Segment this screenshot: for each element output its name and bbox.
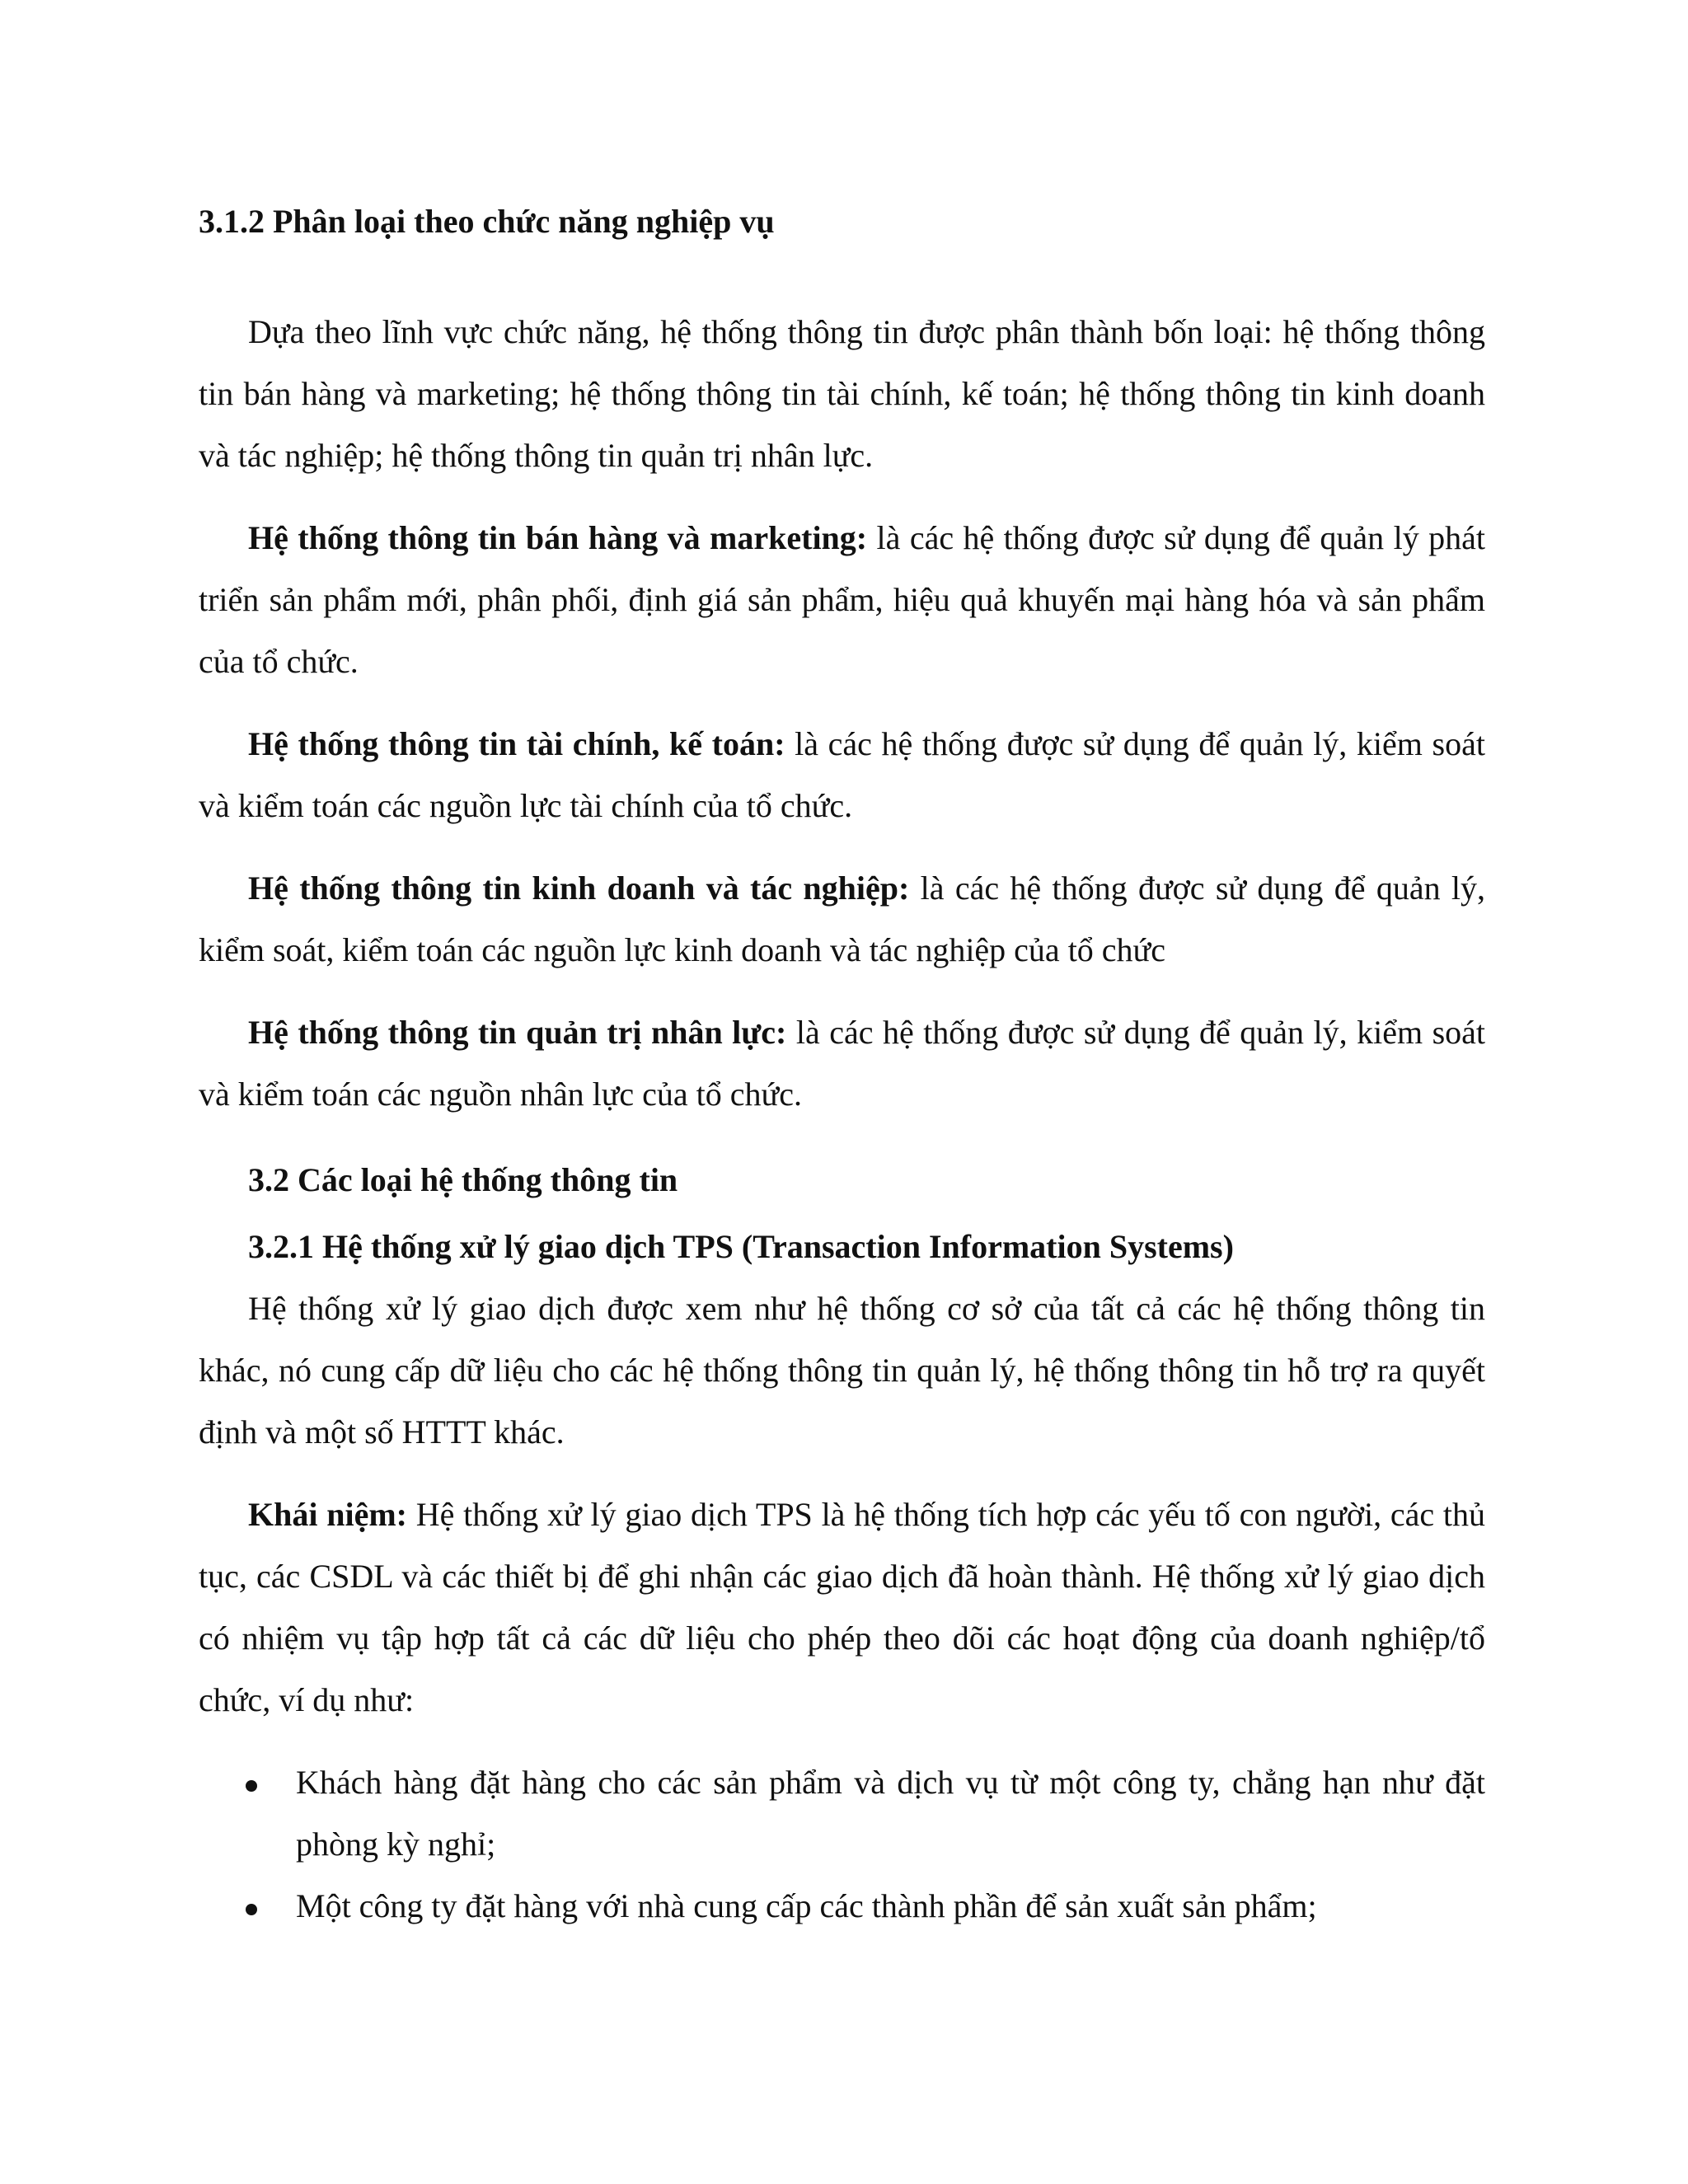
term-human-resources: Hệ thống thông tin quản trị nhân lực: [248, 1014, 787, 1051]
paragraph-sales-marketing [199, 507, 1485, 692]
term-business-operations: Hệ thống thông tin kinh doanh và tác nghiệp: [248, 869, 910, 907]
term-sales-marketing: Hệ thống thông tin bán hàng và marketing: [248, 519, 868, 556]
paragraph-functional-classification-intro: Dựa theo lĩnh vực chức năng, hệ thống thông tin được phân thành bốn loại: hệ thống thông tin bán hàng và marketing; hệ thống thông tin tài chính, kế toán; hệ thống thông tin kinh doanh và tác nghiệp; hệ thống thông tin quản trị nhân lực. [199, 313, 1485, 474]
paragraph-tps-concept [199, 1483, 1485, 1731]
paragraph-finance-accounting [199, 713, 1485, 837]
definition-concept: Hệ thống xử lý giao dịch TPS là hệ thống tích hợp các yếu tố con người, các thủ tục, các CSDL và các thiết bị để ghi nhận các giao dịch đã hoàn thành. Hệ thống xử lý giao dịch có nhiệm vụ tập hợp tất cả các dữ liệu cho phép theo dõi các hoạt động của doanh nghiệp/tổ chức, ví dụ như: [199, 1496, 1485, 1718]
definition-sales-marketing: là các hệ thống được sử dụng để quản lý phát triển sản phẩm mới, phân phối, định giá sản phẩm, hiệu quả khuyến mại hàng hóa và sản phẩm của tổ chức. [199, 519, 1485, 680]
heading-3-2: 3.2 Các loại hệ thống thông tin [248, 1161, 678, 1198]
list-item: Khách hàng đặt hàng cho các sản phẩm và dịch vụ từ một công ty, chẳng hạn như đặt phòng kỳ nghỉ; [296, 1764, 1485, 1863]
definition-finance-accounting: là các hệ thống được sử dụng để quản lý, kiểm soát và kiểm toán các nguồn lực tài chính của tổ chức. [199, 725, 1485, 824]
heading-3-2-1: 3.2.1 Hệ thống xử lý giao dịch TPS (Transaction Information Systems) [248, 1228, 1234, 1265]
definition-human-resources: là các hệ thống được sử dụng để quản lý, kiểm soát và kiểm toán các nguồn nhân lực của tổ chức. [199, 1014, 1485, 1113]
term-concept: Khái niệm: [248, 1496, 407, 1533]
list-item: Một công ty đặt hàng với nhà cung cấp các thành phần để sản xuất sản phẩm; [296, 1887, 1317, 1924]
paragraph-tps-intro: Hệ thống xử lý giao dịch được xem như hệ thống cơ sở của tất cả các hệ thống thông tin khác, nó cung cấp dữ liệu cho các hệ thống thông tin quản lý, hệ thống thông tin hỗ trợ ra quyết định và một số HTTT khác. [199, 1290, 1485, 1451]
bullet-icon [246, 1780, 257, 1792]
term-finance-accounting: Hệ thống thông tin tài chính, kế toán: [248, 725, 785, 762]
heading-3-1-2: 3.1.2 Phân loại theo chức năng nghiệp vụ [199, 203, 775, 240]
paragraph-business-operations [199, 857, 1485, 981]
bullet-icon [246, 1904, 257, 1915]
paragraph-human-resources [199, 1001, 1485, 1125]
definition-business-operations: là các hệ thống được sử dụng để quản lý, kiểm soát, kiểm toán các nguồn lực kinh doanh và tác nghiệp của tổ chức [199, 869, 1486, 968]
